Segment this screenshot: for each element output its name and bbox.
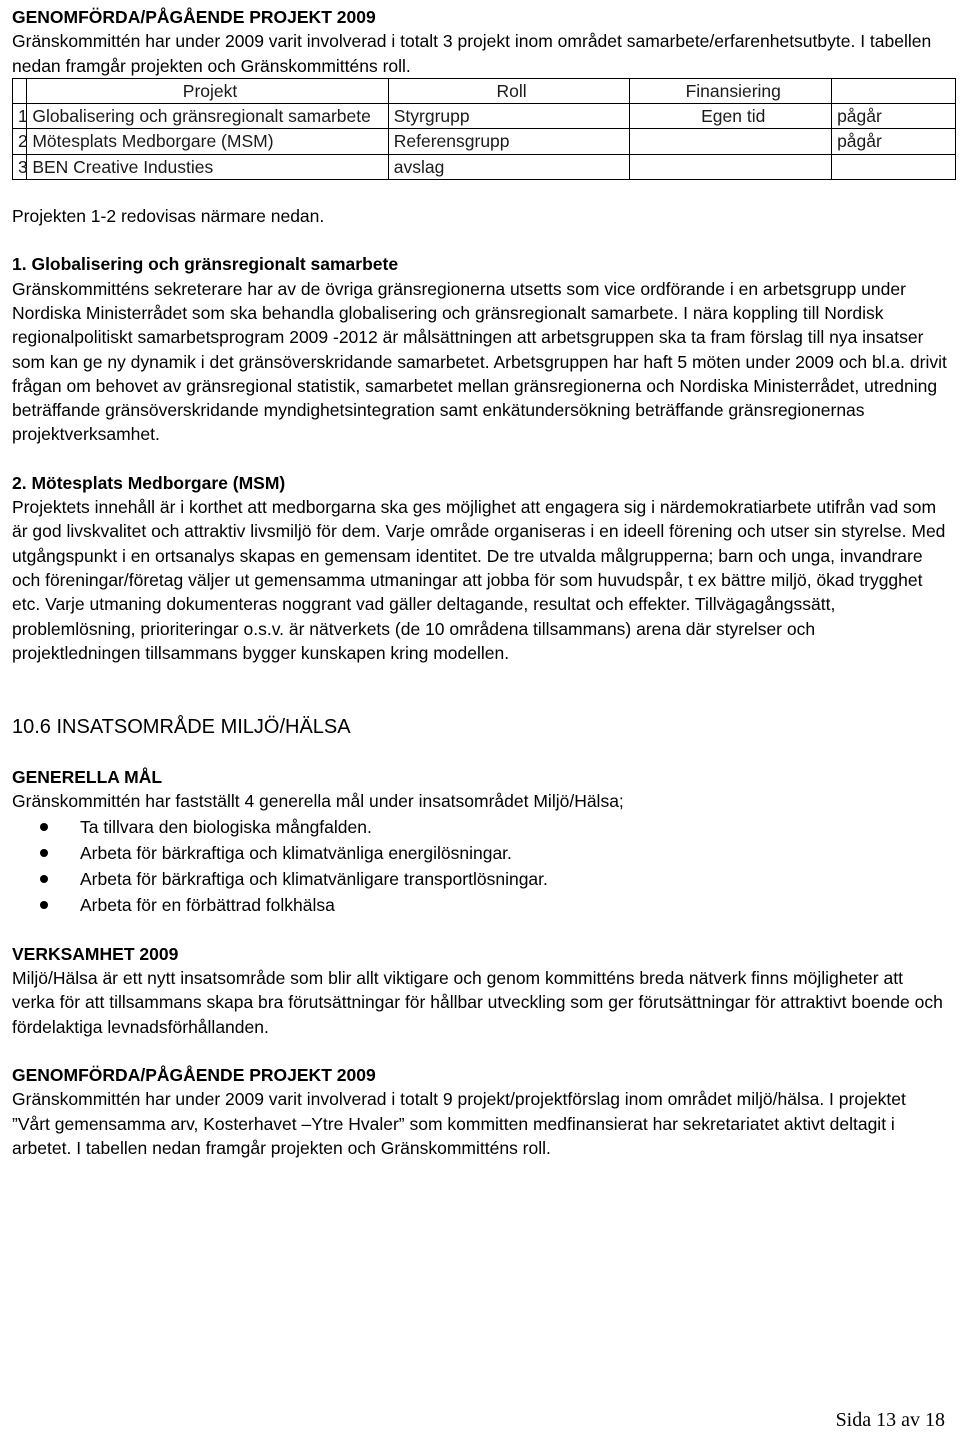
goals-list	[12, 814, 948, 918]
project-table	[12, 78, 956, 180]
goal-text: Arbeta för bärkraftiga och klimatvänligare transportlösningar.	[80, 868, 548, 889]
list-item	[12, 892, 948, 918]
cell-status: pågår	[832, 129, 956, 154]
table-row	[13, 154, 956, 179]
cell-num: 1	[13, 104, 27, 129]
section-intro: Gränskommittén har under 2009 varit involverad i totalt 3 projekt inom området samarbete/erfarenhetsutbyte. I tabellen nedan framgår projekten och Gränskommitténs roll.	[12, 31, 932, 76]
cell-role: Referensgrupp	[388, 129, 630, 154]
cell-funding: Egen tid	[630, 104, 832, 129]
goals-intro: Gränskommittén har fastställt 4 generella mål under insatsområdet Miljö/Hälsa;	[12, 791, 624, 812]
table-header-row	[13, 78, 956, 103]
cell-project: Mötesplats Medborgare (MSM)	[27, 129, 388, 154]
list-item	[12, 866, 948, 892]
page-number: Sida 13 av 18	[835, 1409, 945, 1431]
cell-status: pågår	[832, 104, 956, 129]
cell-funding	[630, 154, 832, 179]
project2-body: Projektets innehåll är i korthet att medborgarna ska ges möjlighet att engagera sig i närdemokratiarbete utifrån vad som är god livskvalitet och attraktiv livsmiljö för dem. Varje område organiseras i en ideell förening och utser sin styrelse. Med utgångspunkt i en ortsanalys skapas en gemensam identitet. De tre utvalda målgrupperna; barn och unga, invandrare och föreningar/företag väljer ut gemensamma utmaningar att jobba för som huvudspår, t ex bättre miljö, ökad trygghet etc. Varje utmaning dokumenteras noggrant vad gäller deltagande, resultat och effekter. Tillvägagångssätt, problemlösning, prioriteringar o.s.v. är nätverkets (de 10 områdena tillsammans) arena där styrelser och projektledningen tillsammans bygger kunskapen kring modellen.	[12, 497, 946, 663]
cell-num: 3	[13, 154, 27, 179]
bullet-icon	[40, 875, 48, 883]
cell-project: Globalisering och gränsregionalt samarbete	[27, 104, 388, 129]
bullet-icon	[40, 849, 48, 857]
goal-text: Ta tillvara den biologiska mångfalden.	[80, 816, 372, 837]
table-note: Projekten 1-2 redovisas närmare nedan.	[12, 206, 325, 227]
cell-num: 2	[13, 129, 27, 154]
table-row	[13, 129, 956, 154]
goal-text: Arbeta för en förbättrad folkhälsa	[80, 894, 335, 915]
header-cell-project: Projekt	[27, 78, 388, 103]
bullet-icon	[40, 901, 48, 909]
section-heading: GENOMFÖRDA/PÅGÅENDE PROJEKT 2009	[12, 7, 376, 27]
chapter-title: 10.6 INSATSOMRÅDE MILJÖ/HÄLSA	[12, 716, 351, 739]
table-row	[13, 104, 956, 129]
header-cell-status	[832, 78, 956, 103]
document-page	[12, 5, 948, 1160]
projects-body: Gränskommittén har under 2009 varit involverad i totalt 9 projekt/projektförslag inom området miljö/hälsa. I projektet ”Vårt gemensamma arv, Kosterhavet –Ytre Hvaler” som kommitten medfinansierat har sekretariatet aktivt deltagit i arbetet. I tabellen nedan framgår projekten och Gränskommitténs roll.	[12, 1089, 906, 1158]
cell-role: avslag	[388, 154, 630, 179]
header-cell-num	[13, 78, 27, 103]
cell-project: BEN Creative Industies	[27, 154, 388, 179]
goals-heading: GENERELLA MÅL	[12, 767, 163, 788]
goal-text: Arbeta för bärkraftiga och klimatvänliga energilösningar.	[80, 842, 512, 863]
project1-heading: 1. Globalisering och gränsregionalt samarbete	[12, 254, 399, 275]
header-cell-funding: Finansiering	[630, 78, 832, 103]
project1-body: Gränskommitténs sekreterare har av de övriga gränsregionerna utsetts som vice ordförande i en arbetsgrupp under Nordiska Ministerrådet som ska behandla globalisering och gränsregionalt samarbete. I nära koppling till Nordisk regionalpolitiskt samarbetsprogram 2009 -2012 är målsättningen att arbetsgruppen ska ta fram förslag till nya insatser som kan ge ny dynamik i det gränsöverskridande samarbetet. Arbetsgruppen har haft 5 möten under 2009 och bl.a. drivit frågan om behovet av gränsregional statistik, samarbetet mellan gränsregionerna och Nordiska Ministerrådet, utredning beträffande gränsöverskridande myndighetsintegration samt enkätundersökning beträffande gränsregionernas projektverksamhet.	[12, 278, 947, 445]
project2-heading: 2. Mötesplats Medborgare (MSM)	[12, 472, 286, 493]
activity-body: Miljö/Hälsa är ett nytt insatsområde som blir allt viktigare och genom kommitténs breda nätverk finns möjligheter att verka för att tillsammans skapa bra förutsättningar för hållbar utveckling som ger förutsättningar för attraktivt boende och fördelaktiga levnadsförhållanden.	[12, 968, 943, 1037]
header-cell-role: Roll	[388, 78, 630, 103]
cell-role: Styrgrupp	[388, 104, 630, 129]
cell-funding	[630, 129, 832, 154]
bullet-icon	[40, 823, 48, 831]
activity-heading: VERKSAMHET 2009	[12, 943, 179, 964]
list-item	[12, 814, 948, 840]
cell-status	[832, 154, 956, 179]
projects-heading: GENOMFÖRDA/PÅGÅENDE PROJEKT 2009	[12, 1064, 376, 1085]
list-item	[12, 840, 948, 866]
